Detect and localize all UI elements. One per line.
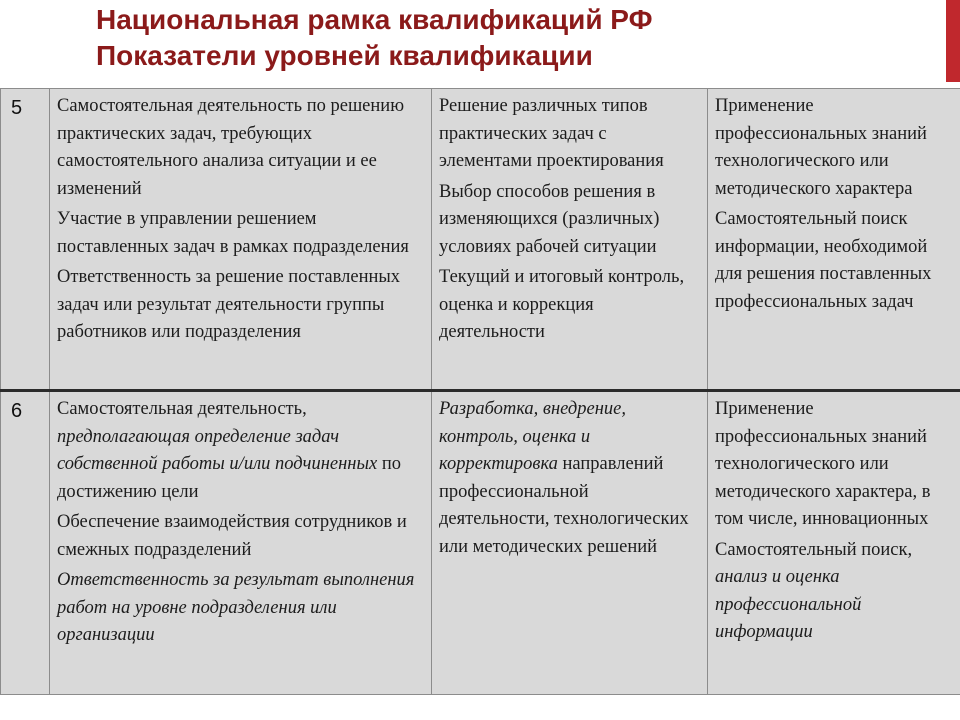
- text-run: направлений профессиональной деятельности, технологических или методических решений: [439, 454, 689, 557]
- text-run: по достижению цели: [57, 454, 401, 502]
- slide-title: [96, 2, 916, 74]
- cell-paragraph: [57, 396, 427, 506]
- italic-text-run: Разработка, внедрение, контроль, оценка и корректировка: [439, 399, 626, 474]
- skills-cell: [432, 89, 708, 391]
- cell-paragraph: Ответственность за решение поставленных задач или результат деятельности группы работников или подразделения: [57, 267, 401, 342]
- level-number: 6: [1, 391, 50, 695]
- cell-paragraph: Текущий и итоговый контроль, оценка и коррекция деятельности: [439, 267, 685, 342]
- cell-paragraph: Обеспечение взаимодействия сотрудников и смежных подразделений: [57, 512, 407, 560]
- qualification-table: [0, 88, 960, 695]
- cell-paragraph: Ответственность за результат выполнения работ на уровне подразделения или организации: [57, 570, 415, 645]
- cell-paragraph: Участие в управлении решением поставленных задач в рамках подразделения: [57, 209, 409, 257]
- italic-text-run: анализ и оценка профессиональной информации: [715, 567, 862, 642]
- autonomy-cell: [50, 391, 432, 695]
- title-line-1: Национальная рамка квалификаций РФ: [96, 4, 653, 35]
- cell-paragraph: Применение профессиональных знаний технологического или методического характера: [715, 96, 927, 199]
- knowledge-cell: [708, 391, 960, 695]
- title-line-2: Показатели уровней квалификации: [96, 40, 593, 71]
- cell-paragraph: Применение профессиональных знаний технологического или методического характера, в том числе, инновационных: [715, 399, 931, 529]
- cell-paragraph: Самостоятельная деятельность по решению практических задач, требующих самостоятельного анализа ситуации и ее изменений: [57, 96, 405, 199]
- table-row-level-6: [1, 391, 960, 695]
- knowledge-cell: [708, 89, 960, 391]
- text-run: Самостоятельная деятельность,: [57, 399, 307, 419]
- autonomy-cell: [50, 89, 432, 391]
- cell-paragraph: [439, 396, 703, 561]
- cell-paragraph: Самостоятельный поиск информации, необходимой для решения поставленных профессиональных задач: [715, 209, 932, 312]
- text-run: Самостоятельный поиск,: [715, 539, 913, 560]
- italic-text-run: предполагающая определение задач собственной работы и/или подчиненных: [57, 426, 378, 474]
- cell-paragraph: Решение различных типов практических задач с элементами проектирования: [439, 96, 664, 171]
- level-number: 5: [1, 89, 50, 391]
- cell-paragraph: [715, 537, 956, 647]
- table-row-level-5: [1, 89, 960, 391]
- cell-paragraph: Выбор способов решения в изменяющихся (различных) условиях рабочей ситуации: [439, 181, 660, 257]
- skills-cell: [432, 391, 708, 695]
- accent-bar: [946, 0, 960, 82]
